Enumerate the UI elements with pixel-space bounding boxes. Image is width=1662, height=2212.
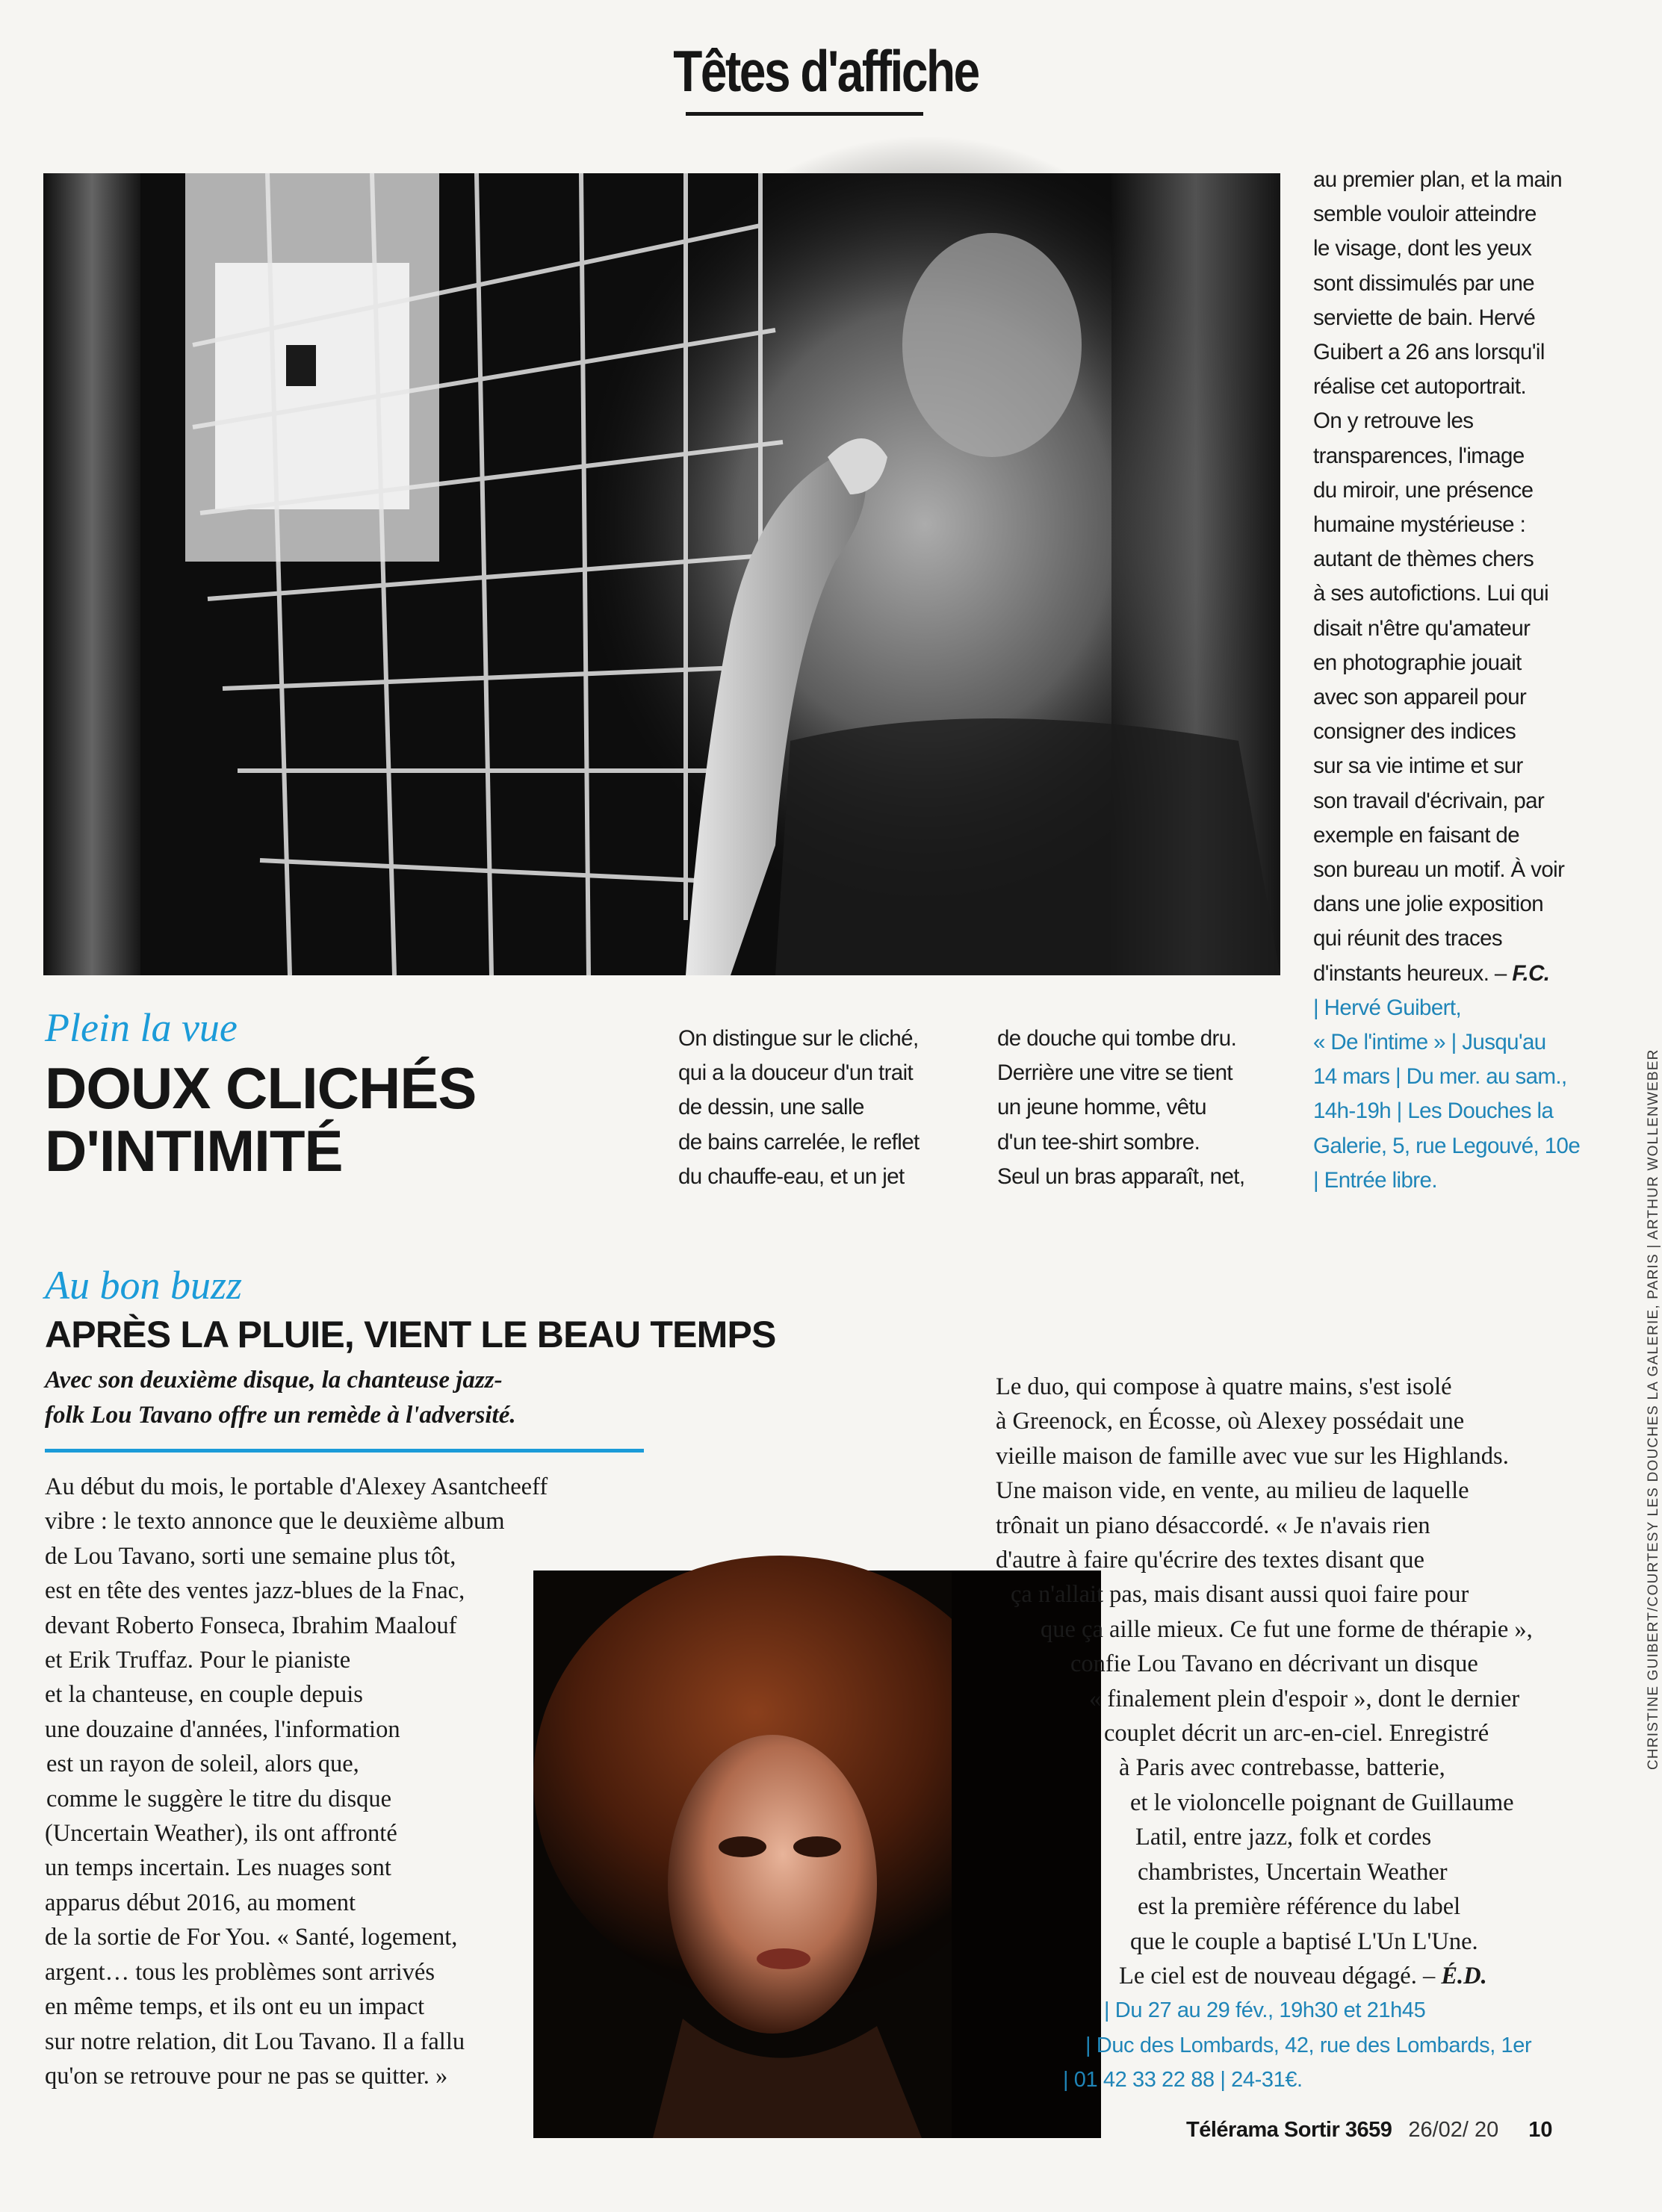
article2-signature: É.D. — [1441, 1962, 1487, 1989]
article2-kicker: Au bon buzz — [45, 1263, 243, 1308]
article1-column-2: de douche qui tombe dru. Derrière une vitre se tient un jeune homme, vêtu d'un tee-shirt sombre. Seul un bras apparaît, net, — [997, 1026, 1245, 1189]
magazine-name: Télérama Sortir 3659 — [1186, 2118, 1392, 2142]
bathroom-self-portrait-photo — [43, 173, 1280, 975]
article2-info-venue: | Duc des Lombards, 42, rue des Lombards, 1er — [1085, 2033, 1532, 2057]
article2-column-1: Au début du mois, le portable d'Alexey Asantcheeff vibre : le texto annonce que le deuxième album de Lou Tavano, sorti une semaine plus tôt, est en tête des ventes jazz-blues de la Fnac, devant Roberto Fonseca, Ibrahim Maalouf et Erik Truffaz. Pour le pianiste et la chanteuse, en couple depuis une douzaine d'années, l'information est un rayon de soleil, alors que, comme le suggère le titre du disque (Uncertain Weather), ils ont affronté un temps incertain. Les nuages sont apparus début 2016, au moment de la sortie de For You. « Santé, logement, argent… tous les problèmes sont arrivés en même temps, et ils ont eu un impact sur notre relation, dit Lou Tavano. Il a fallu qu'on se retrouve pour ne pas se quitter. » — [45, 1473, 548, 2090]
section-title: Têtes d'affiche — [673, 38, 979, 104]
article1-headline: DOUX CLICHÉS D'INTIMITÉ — [45, 1055, 477, 1184]
article2-standfirst: Avec son deuxième disque, la chanteuse jazz- folk Lou Tavano offre un remède à l'adversité. — [45, 1367, 516, 1429]
article2-info-dates: | Du 27 au 29 fév., 19h30 et 21h45 — [1104, 1998, 1426, 2023]
page-number: 10 — [1528, 2118, 1553, 2142]
section-title-underline — [686, 112, 923, 116]
standfirst-rule — [45, 1449, 644, 1453]
article1-column-3: au premier plan, et la main semble vouloir atteindre le visage, dont les yeux sont dissimulés par une serviette de bain. Hervé Guibert a 26 ans lorsqu'il réalise cet autoportrait. On y retrouve les transparences, l'image du miroir, une présence humaine mystérieuse : autant de thèmes chers à ses autofictions. Lui qui disait n'être qu'amateur en photographie jouait avec son appareil pour consigner des indices sur sa vie intime et sur son travail d'écrivain, par exemple en faisant de son bureau un motif. À voir dans une jolie exposition qui réunit des traces d'instants heureux. – F.C. | Hervé Guibert, « De l'intime » | Jusqu'au 14 mars | Du mer. au sam., 14h-19h | Les Douches la Galerie, 5, rue Legouvé, 10e | Entrée libre. — [1313, 163, 1580, 1198]
issue-date: 26/02/ 20 — [1408, 2118, 1499, 2142]
photo-credit: CHRISTINE GUIBERT/COURTESY LES DOUCHES LA GALERIE, PARIS | ARTHUR WOLLENWEBER — [1646, 1048, 1661, 1770]
article2-column-2: Le duo, qui compose à quatre mains, s'est isolé à Greenock, en Écosse, où Alexey possédait une vieille maison de famille avec vue sur les Highlands. Une maison vide, en vente, au milieu de laquelle trônait un piano désaccordé. « Je n'avais rien d'autre à faire qu'écrire des textes disant que ça n'allait pas, mais disant aussi quoi faire pour que ça aille mieux. Ce fut une forme de thérapie », confie Lou Tavano en décrivant un disque « finalement plein d'espoir », dont le dernier couplet décrit un arc-en-ciel. Enregistré à Paris avec contrebasse, batterie, et le violoncelle poignant de Guillaume Latil, entre jazz, folk et cordes chambristes, Uncertain Weather est la première référence du label que le couple a baptisé L'Un L'Une. Le ciel est de nouveau dégagé. – É.D. | Du 27 au 29 fév., 19h30 et 21h45 | Duc des Lombards, 42, rue des Lombards, 1er | 01 42 33 22 88 | 24-31€. — [996, 1370, 1533, 2098]
article1-kicker: Plein la vue — [45, 1005, 238, 1050]
page-footer — [1186, 2118, 1553, 2143]
article1-exhibition-info: | Hervé Guibert, « De l'intime » | Jusqu'au 14 mars | Du mer. au sam., 14h-19h | Les Douches la Galerie, 5, rue Legouvé, 10e | Entrée libre. — [1313, 995, 1581, 1193]
article1-column-1: On distingue sur le cliché, qui a la douceur d'un trait de dessin, une salle de bains carrelée, le reflet du chauffe-eau, et un jet — [678, 1026, 920, 1189]
article2-headline: APRÈS LA PLUIE, VIENT LE BEAU TEMPS — [45, 1314, 776, 1355]
article2-info-phone-price: | 01 42 33 22 88 | 24-31€. — [1063, 2068, 1303, 2093]
article1-signature: F.C. — [1512, 960, 1550, 986]
